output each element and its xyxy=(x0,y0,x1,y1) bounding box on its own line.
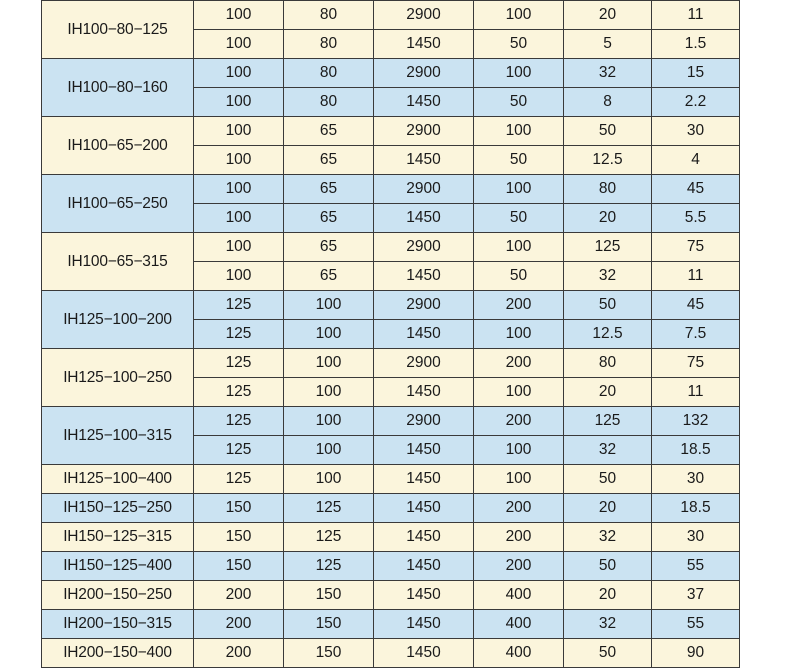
cell-head: 12.5 xyxy=(564,146,652,175)
cell-model: IH200−150−315 xyxy=(42,610,194,639)
cell-head: 80 xyxy=(564,175,652,204)
cell-flow: 100 xyxy=(474,233,564,262)
table-row xyxy=(42,407,740,436)
cell-power: 11 xyxy=(652,378,740,407)
cell-power: 55 xyxy=(652,610,740,639)
table-row xyxy=(42,349,740,378)
cell-speed: 1450 xyxy=(374,88,474,117)
table-row xyxy=(42,291,740,320)
cell-power: 37 xyxy=(652,581,740,610)
table-row xyxy=(42,117,740,146)
cell-flow: 400 xyxy=(474,581,564,610)
cell-head: 32 xyxy=(564,610,652,639)
cell-speed: 1450 xyxy=(374,552,474,581)
cell-flow: 200 xyxy=(474,552,564,581)
cell-model: IH150−125−250 xyxy=(42,494,194,523)
cell-outlet_diameter: 65 xyxy=(284,117,374,146)
cell-head: 32 xyxy=(564,59,652,88)
cell-outlet_diameter: 65 xyxy=(284,233,374,262)
cell-power: 30 xyxy=(652,465,740,494)
cell-inlet_diameter: 125 xyxy=(194,291,284,320)
cell-inlet_diameter: 200 xyxy=(194,639,284,668)
cell-inlet_diameter: 125 xyxy=(194,465,284,494)
cell-outlet_diameter: 65 xyxy=(284,175,374,204)
cell-speed: 1450 xyxy=(374,465,474,494)
cell-inlet_diameter: 100 xyxy=(194,30,284,59)
cell-model: IH100−65−200 xyxy=(42,117,194,175)
cell-flow: 50 xyxy=(474,204,564,233)
table-row xyxy=(42,639,740,668)
cell-head: 12.5 xyxy=(564,320,652,349)
cell-power: 75 xyxy=(652,233,740,262)
cell-power: 75 xyxy=(652,349,740,378)
table-row xyxy=(42,1,740,30)
cell-inlet_diameter: 100 xyxy=(194,233,284,262)
cell-head: 20 xyxy=(564,378,652,407)
cell-head: 20 xyxy=(564,494,652,523)
cell-speed: 2900 xyxy=(374,59,474,88)
cell-inlet_diameter: 125 xyxy=(194,349,284,378)
cell-outlet_diameter: 65 xyxy=(284,146,374,175)
cell-flow: 50 xyxy=(474,30,564,59)
cell-inlet_diameter: 125 xyxy=(194,436,284,465)
cell-speed: 2900 xyxy=(374,407,474,436)
cell-speed: 1450 xyxy=(374,378,474,407)
cell-head: 32 xyxy=(564,262,652,291)
cell-inlet_diameter: 125 xyxy=(194,320,284,349)
cell-inlet_diameter: 100 xyxy=(194,1,284,30)
cell-head: 80 xyxy=(564,349,652,378)
cell-power: 90 xyxy=(652,639,740,668)
cell-model: IH100−80−125 xyxy=(42,1,194,59)
cell-outlet_diameter: 150 xyxy=(284,581,374,610)
cell-speed: 1450 xyxy=(374,204,474,233)
cell-power: 11 xyxy=(652,262,740,291)
pump-specification-table xyxy=(41,0,740,668)
cell-speed: 2900 xyxy=(374,291,474,320)
cell-power: 45 xyxy=(652,291,740,320)
cell-power: 30 xyxy=(652,523,740,552)
cell-outlet_diameter: 80 xyxy=(284,59,374,88)
table-row xyxy=(42,465,740,494)
cell-power: 132 xyxy=(652,407,740,436)
cell-model: IH200−150−400 xyxy=(42,639,194,668)
cell-head: 8 xyxy=(564,88,652,117)
cell-flow: 400 xyxy=(474,610,564,639)
cell-head: 50 xyxy=(564,465,652,494)
table-row xyxy=(42,552,740,581)
cell-inlet_diameter: 100 xyxy=(194,204,284,233)
table-row xyxy=(42,494,740,523)
table-body xyxy=(42,1,740,668)
cell-model: IH200−150−250 xyxy=(42,581,194,610)
cell-head: 32 xyxy=(564,523,652,552)
cell-flow: 200 xyxy=(474,523,564,552)
cell-outlet_diameter: 80 xyxy=(284,1,374,30)
cell-head: 50 xyxy=(564,291,652,320)
cell-power: 18.5 xyxy=(652,436,740,465)
cell-head: 50 xyxy=(564,117,652,146)
cell-flow: 100 xyxy=(474,378,564,407)
cell-flow: 100 xyxy=(474,1,564,30)
cell-speed: 1450 xyxy=(374,581,474,610)
cell-model: IH125−100−400 xyxy=(42,465,194,494)
cell-head: 5 xyxy=(564,30,652,59)
cell-inlet_diameter: 100 xyxy=(194,262,284,291)
cell-flow: 200 xyxy=(474,494,564,523)
cell-outlet_diameter: 150 xyxy=(284,639,374,668)
cell-head: 20 xyxy=(564,581,652,610)
cell-power: 15 xyxy=(652,59,740,88)
cell-power: 5.5 xyxy=(652,204,740,233)
cell-inlet_diameter: 150 xyxy=(194,494,284,523)
table-row xyxy=(42,59,740,88)
cell-power: 2.2 xyxy=(652,88,740,117)
cell-speed: 1450 xyxy=(374,523,474,552)
cell-head: 32 xyxy=(564,436,652,465)
cell-speed: 1450 xyxy=(374,610,474,639)
cell-inlet_diameter: 125 xyxy=(194,378,284,407)
cell-head: 20 xyxy=(564,204,652,233)
cell-inlet_diameter: 100 xyxy=(194,175,284,204)
cell-power: 30 xyxy=(652,117,740,146)
table-row xyxy=(42,523,740,552)
cell-power: 55 xyxy=(652,552,740,581)
cell-outlet_diameter: 100 xyxy=(284,436,374,465)
cell-inlet_diameter: 150 xyxy=(194,552,284,581)
cell-inlet_diameter: 200 xyxy=(194,610,284,639)
cell-flow: 100 xyxy=(474,320,564,349)
cell-flow: 100 xyxy=(474,175,564,204)
cell-speed: 1450 xyxy=(374,262,474,291)
cell-speed: 1450 xyxy=(374,320,474,349)
cell-flow: 200 xyxy=(474,349,564,378)
cell-outlet_diameter: 100 xyxy=(284,465,374,494)
cell-flow: 200 xyxy=(474,291,564,320)
cell-power: 7.5 xyxy=(652,320,740,349)
cell-model: IH150−125−315 xyxy=(42,523,194,552)
cell-head: 125 xyxy=(564,407,652,436)
table-row xyxy=(42,233,740,262)
cell-model: IH100−65−250 xyxy=(42,175,194,233)
cell-inlet_diameter: 100 xyxy=(194,59,284,88)
cell-flow: 100 xyxy=(474,117,564,146)
cell-outlet_diameter: 65 xyxy=(284,262,374,291)
cell-speed: 1450 xyxy=(374,639,474,668)
cell-inlet_diameter: 150 xyxy=(194,523,284,552)
cell-inlet_diameter: 100 xyxy=(194,88,284,117)
cell-flow: 400 xyxy=(474,639,564,668)
cell-model: IH125−100−250 xyxy=(42,349,194,407)
cell-power: 4 xyxy=(652,146,740,175)
cell-speed: 2900 xyxy=(374,117,474,146)
cell-outlet_diameter: 100 xyxy=(284,291,374,320)
cell-model: IH100−80−160 xyxy=(42,59,194,117)
cell-flow: 100 xyxy=(474,465,564,494)
cell-flow: 50 xyxy=(474,88,564,117)
cell-speed: 2900 xyxy=(374,1,474,30)
cell-outlet_diameter: 80 xyxy=(284,88,374,117)
cell-outlet_diameter: 100 xyxy=(284,349,374,378)
cell-flow: 100 xyxy=(474,436,564,465)
cell-flow: 100 xyxy=(474,59,564,88)
cell-speed: 2900 xyxy=(374,175,474,204)
cell-speed: 1450 xyxy=(374,30,474,59)
table-row xyxy=(42,175,740,204)
cell-outlet_diameter: 150 xyxy=(284,610,374,639)
cell-outlet_diameter: 125 xyxy=(284,494,374,523)
cell-flow: 50 xyxy=(474,146,564,175)
cell-outlet_diameter: 100 xyxy=(284,320,374,349)
cell-model: IH150−125−400 xyxy=(42,552,194,581)
cell-speed: 1450 xyxy=(374,436,474,465)
cell-inlet_diameter: 100 xyxy=(194,117,284,146)
cell-outlet_diameter: 125 xyxy=(284,523,374,552)
cell-speed: 1450 xyxy=(374,494,474,523)
cell-power: 45 xyxy=(652,175,740,204)
cell-model: IH125−100−200 xyxy=(42,291,194,349)
cell-speed: 2900 xyxy=(374,349,474,378)
cell-outlet_diameter: 80 xyxy=(284,30,374,59)
cell-outlet_diameter: 100 xyxy=(284,407,374,436)
cell-outlet_diameter: 65 xyxy=(284,204,374,233)
cell-flow: 50 xyxy=(474,262,564,291)
cell-head: 50 xyxy=(564,552,652,581)
cell-outlet_diameter: 100 xyxy=(284,378,374,407)
cell-power: 18.5 xyxy=(652,494,740,523)
cell-flow: 200 xyxy=(474,407,564,436)
cell-speed: 2900 xyxy=(374,233,474,262)
cell-model: IH100−65−315 xyxy=(42,233,194,291)
cell-power: 1.5 xyxy=(652,30,740,59)
cell-head: 125 xyxy=(564,233,652,262)
cell-inlet_diameter: 125 xyxy=(194,407,284,436)
cell-inlet_diameter: 100 xyxy=(194,146,284,175)
cell-head: 50 xyxy=(564,639,652,668)
cell-model: IH125−100−315 xyxy=(42,407,194,465)
cell-inlet_diameter: 200 xyxy=(194,581,284,610)
cell-speed: 1450 xyxy=(374,146,474,175)
cell-power: 11 xyxy=(652,1,740,30)
cell-head: 20 xyxy=(564,1,652,30)
table-row xyxy=(42,610,740,639)
cell-outlet_diameter: 125 xyxy=(284,552,374,581)
table-row xyxy=(42,581,740,610)
